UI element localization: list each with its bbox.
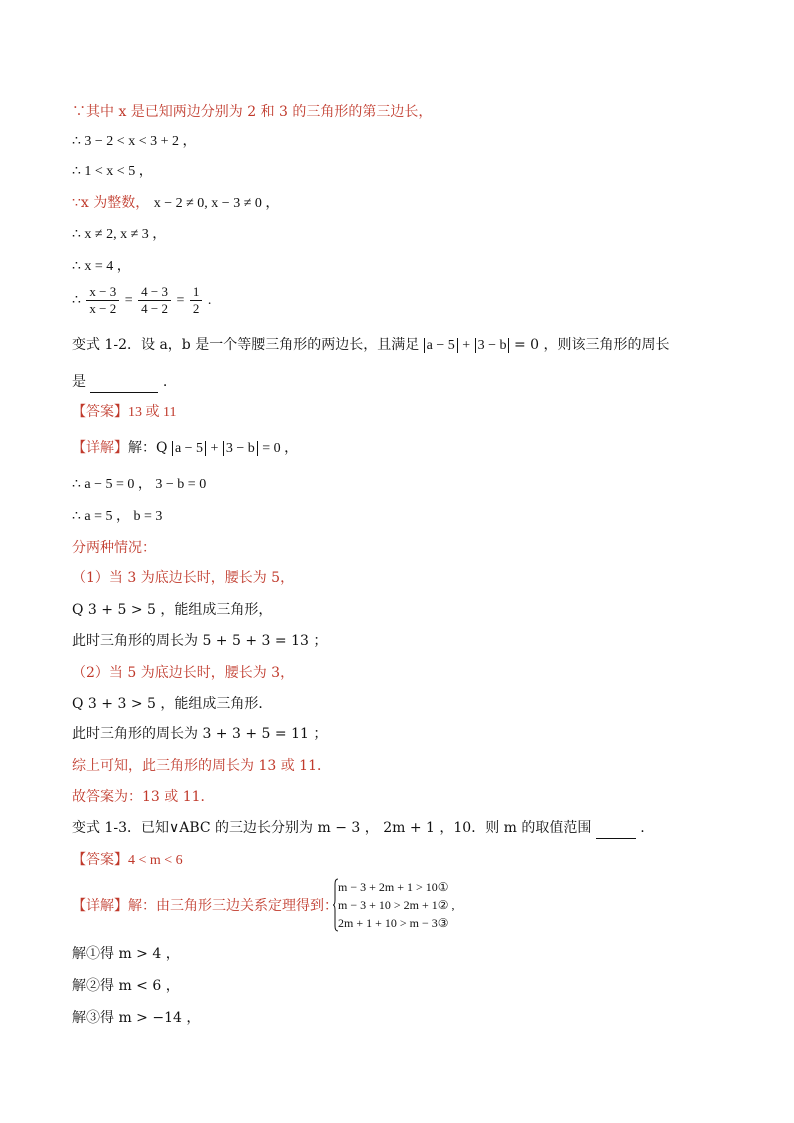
fraction-2 — [138, 284, 171, 317]
line-integer — [72, 193, 279, 214]
fraction-1 — [86, 284, 119, 317]
final-answer: 故答案为：13 或 11． — [72, 789, 215, 805]
question-1-3 — [72, 818, 645, 839]
abs-a-minus-5: a − 5 — [424, 338, 458, 353]
integer-condition: ∵x 为整数， — [72, 195, 150, 211]
period: . — [207, 293, 212, 308]
line-fraction-result — [72, 283, 211, 319]
inequality-system — [338, 878, 455, 932]
detail-1-3 — [72, 896, 338, 916]
fraction-2-denominator: 4 − 2 — [141, 301, 169, 317]
result-1: 解①得 m > 4 ， — [72, 946, 180, 962]
fraction-1-numerator: x − 3 — [86, 284, 119, 301]
fraction-3-denominator: 2 — [192, 301, 200, 317]
answer-blank — [90, 372, 158, 393]
fraction-2-numerator: 4 − 3 — [138, 284, 171, 301]
question-1-2-text: 变式 1-2．设 a，b 是一个等腰三角形的两边长，且满足 — [72, 337, 420, 353]
abs-3-minus-b: 3 − b — [223, 441, 258, 456]
inequality-2: m − 3 + 10 > 2m + 1② , — [338, 898, 455, 912]
question-1-3-text: 变式 1-3．已知∨ABC 的三边长分别为 m − 3 ， 2m + 1 ，10．则 m 的取值范围 — [72, 820, 592, 836]
case-1-perimeter: 此时三角形的周长为 5 + 5 + 3 = 13 ； — [72, 633, 328, 649]
fraction-3-numerator: 1 — [190, 284, 203, 301]
case-2: （2）当 5 为底边长时，腰长为 3， — [72, 665, 295, 681]
detail-label: 【详解】 — [72, 898, 128, 914]
conclusion: 综上可知，此三角形的周长为 13 或 11． — [72, 758, 331, 774]
step-cases: 分两种情况： — [72, 540, 156, 556]
question-1-2-tail: = 0 ，则该三角形的周长 — [513, 337, 670, 353]
fraction-3 — [190, 284, 203, 317]
answer-blank — [596, 818, 636, 839]
plus-sign: + — [210, 441, 219, 456]
line-inequality-2: ∴ 1 < x < 5 ， — [72, 164, 153, 179]
inequality-1: m − 3 + 2m + 1 > 10① — [338, 880, 449, 894]
answer-label: 【答案】 — [72, 404, 128, 420]
question-1-2-line2 — [72, 372, 167, 393]
answer-1-3 — [72, 850, 183, 871]
detail-text: 解：由三角形三边关系定理得到： — [128, 898, 338, 914]
abs-a-minus-5: a − 5 — [172, 441, 206, 456]
integer-restriction: x − 2 ≠ 0, x − 3 ≠ 0 ， — [153, 196, 280, 211]
line-condition: ∵其中 x 是已知两边分别为 2 和 3 的三角形的第三边长， — [72, 104, 433, 120]
result-2: 解②得 m < 6 ， — [72, 978, 180, 994]
equals-sign: = — [124, 293, 133, 308]
case-2-check: Q 3 + 3 > 5 ，能组成三角形． — [72, 696, 273, 712]
answer-value: 13 或 11 — [128, 405, 177, 420]
line-x-value: ∴ x = 4 ， — [72, 259, 131, 274]
answer-value: 4 < m < 6 — [128, 853, 183, 868]
question-1-3-end: . — [640, 820, 645, 836]
line-inequality-1: ∴ 3 − 2 < x < 3 + 2 ， — [72, 134, 197, 149]
answer-label: 【答案】 — [72, 852, 128, 868]
abs-3-minus-b: 3 − b — [475, 338, 510, 353]
result-3: 解③得 m > −14 ， — [72, 1010, 201, 1026]
answer-1-2 — [72, 402, 176, 423]
fraction-1-denominator: x − 2 — [89, 301, 117, 317]
detail-equals: = 0 ， — [262, 441, 299, 456]
plus-sign: + — [462, 338, 471, 353]
line-not-equal: ∴ x ≠ 2, x ≠ 3 ， — [72, 227, 167, 242]
therefore-symbol: ∴ — [72, 293, 81, 308]
step-1: ∴ a − 5 = 0 ， 3 − b = 0 — [72, 477, 207, 492]
question-1-2-shi: 是 — [72, 374, 86, 390]
case-1: （1）当 3 为底边长时，腰长为 5， — [72, 570, 295, 586]
question-1-2-end: . — [162, 374, 168, 390]
step-2: ∴ a = 5 ， b = 3 — [72, 509, 163, 524]
inequality-3: 2m + 1 + 10 > m − 3③ — [338, 916, 449, 930]
detail-text: 解：Q — [128, 440, 168, 456]
question-1-2 — [72, 335, 669, 356]
detail-1-2 — [72, 438, 298, 459]
case-2-perimeter: 此时三角形的周长为 3 + 3 + 5 = 11 ； — [72, 726, 328, 742]
detail-label: 【详解】 — [72, 440, 128, 456]
case-1-check: Q 3 + 5 > 5 ，能组成三角形， — [72, 602, 273, 618]
equals-sign: = — [176, 293, 185, 308]
